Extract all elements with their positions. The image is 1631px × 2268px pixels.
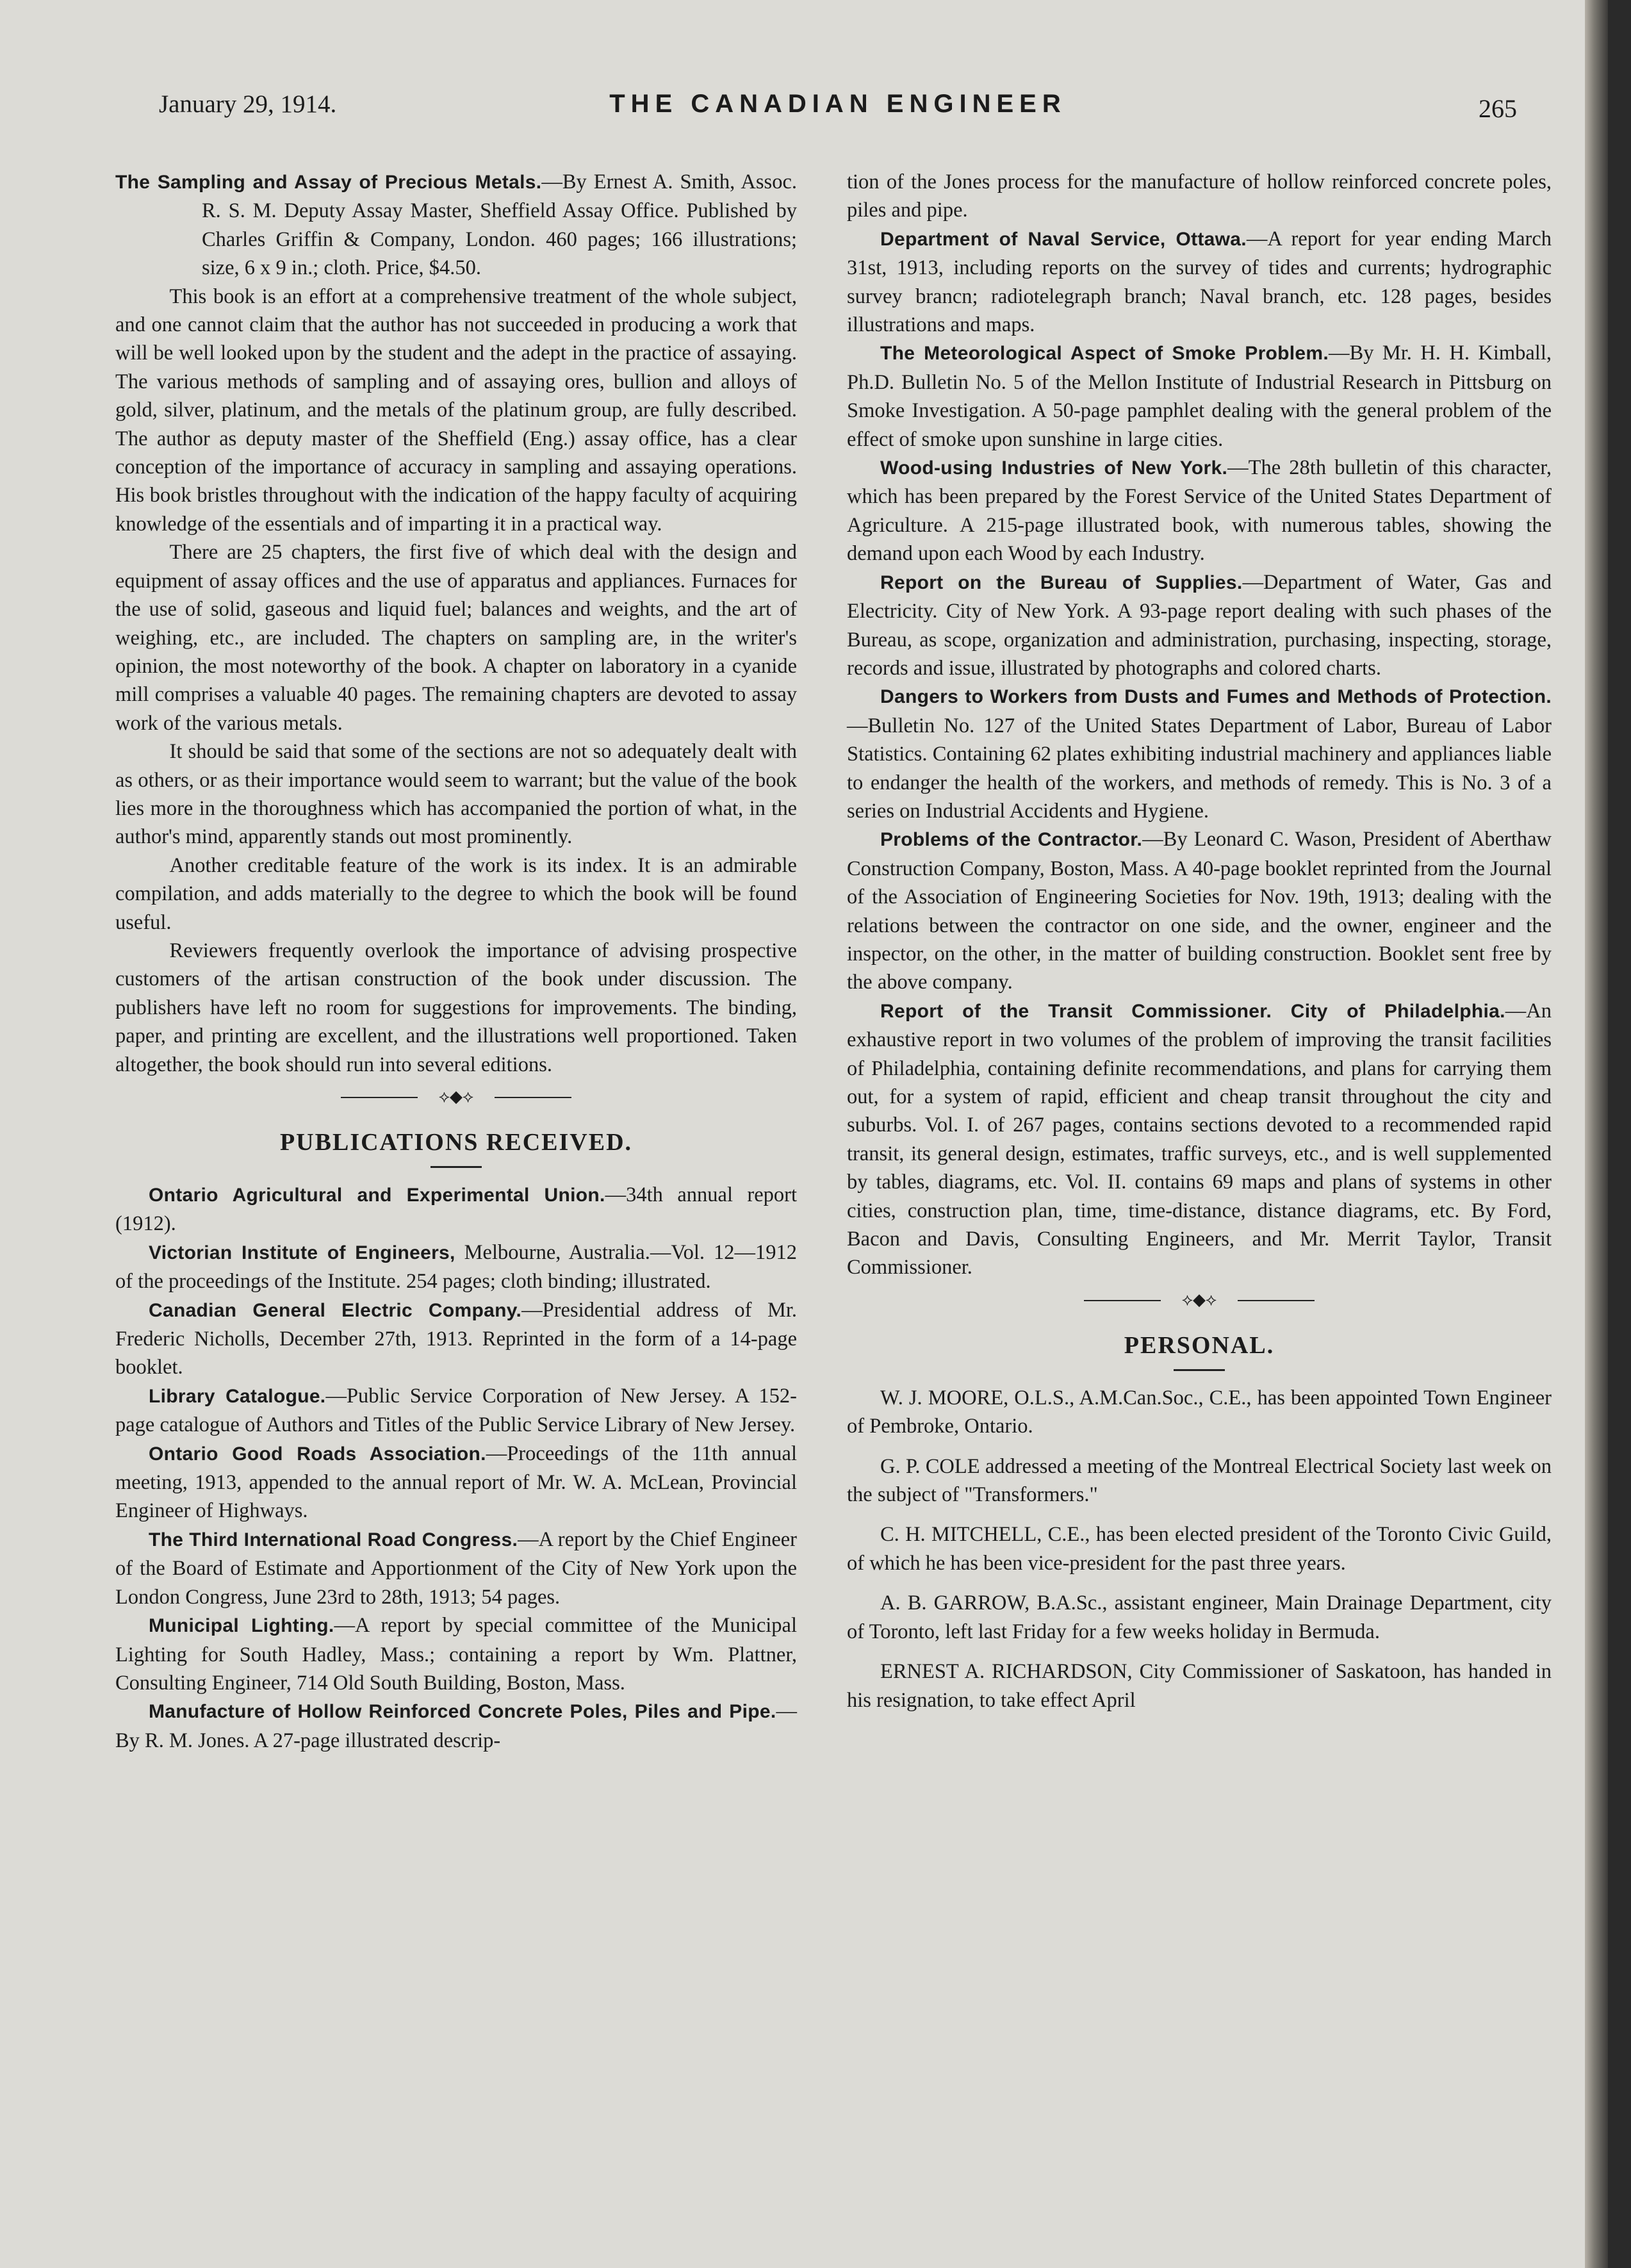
publication-title: Department of Naval Service, Ottawa. (880, 228, 1247, 250)
publication-text: —By R. M. Jones. A 27-page illustrated descrip- (115, 1700, 797, 1752)
publication-entry (115, 1382, 797, 1440)
right-column (847, 168, 1552, 1726)
publication-entry (115, 1440, 797, 1525)
review-paragraph: It should be said that some of the sections are not so adequately dealt with as others, or as their importance would seem to warrant; but the value of the book lies more in the thoroughness which has accompanied the portion of what, in the author's mind, apparently stands out most prominently. (115, 740, 797, 849)
publication-entry (847, 454, 1552, 568)
publication-title: The Third International Road Congress. (149, 1529, 518, 1550)
publications-heading: PUBLICATIONS RECEIVED. (279, 1129, 633, 1156)
publication-title: Canadian General Electric Company. (149, 1299, 522, 1321)
divider-ornament: ⟡◆⟡ (418, 1087, 495, 1106)
page-edge-shadow (1585, 0, 1608, 2268)
publication-title: Ontario Agricultural and Experimental Union. (149, 1185, 605, 1206)
publication-entry (115, 1181, 797, 1238)
personal-item: G. P. COLE addressed a meeting of the Montreal Electrical Society last week on the subject of "Transformers." (847, 1454, 1552, 1507)
publication-text: —A report by special committee of the Municipal Lighting for South Hadley, Mass.; containing a report by Wm. Plattner, Consulting Engineer, 714 Old South Building, Boston, Mass. (115, 1614, 798, 1695)
section-divider (115, 1079, 797, 1117)
review-citation (115, 168, 797, 283)
publication-text: —Department of Water, Gas and Electricity. City of New York. A 93-page report dealing with such phases of the Bureau, as scope, organization and administration, purchasing, inspecting, storage, records and issue, illustrated by photographs and colored charts. (847, 570, 1552, 680)
publication-title: Municipal Lighting. (149, 1615, 334, 1637)
publication-text: —A report for year ending March 31st, 1913, including reports on the survey of tides and currents; hydrographic survey brancn; radiotelegraph branch; Naval branch, etc. 128 pages, besides illustrations and maps. (847, 227, 1552, 337)
personal-item: C. H. MITCHELL, C.E., has been elected president of the Toronto Civic Guild, of which he has been vice-president for the past three years. (847, 1523, 1552, 1575)
publication-title: Dangers to Workers from Dusts and Fumes and Methods of Protection. (880, 686, 1552, 708)
publication-text: Melbourne, Australia.—Vol. 12—1912 of the proceedings of the Institute. 254 pages; cloth binding; illustrated. (115, 1240, 797, 1294)
publication-text: —34th annual report (1912). (115, 1183, 797, 1236)
publication-entry (847, 568, 1552, 683)
review-paragraph: Another creditable feature of the work is its index. It is an admirable compilation, and adds materially to the degree to which the book will be found useful. (115, 853, 797, 934)
publication-title: Report on the Bureau of Supplies. (880, 571, 1243, 593)
left-column (115, 168, 797, 1755)
review-paragraph: This book is an effort at a comprehensive treatment of the whole subject, and one cannot claim that the author has not succeeded in producing a work that will be well looked upon by the student and the adept in the practice of assaying. The various methods of sampling and of assaying ores, bullion and alloys of gold, silver, platinum, and the metals of the platinum group, are fully described. The author as deputy master of the Sheffield (Eng.) assay office, has a clear conception of the importance of accuracy in sampling and assaying operations. His book bristles throughout with the indication of the happy faculty of acquiring knowledge of the essentials and of imparting it in a practical way. (115, 284, 797, 536)
personal-heading: PERSONAL. (1124, 1331, 1275, 1359)
publication-text: —Bulletin No. 127 of the United States Department of Labor, Bureau of Labor Statistics. Containing 62 plates exhibiting industrial machinery and appliances liable to endanger the health of the workers, and methods of remedy. This is No. 3 of a series on Industrial Accidents and Hygiene. (847, 714, 1552, 823)
publication-title: Wood-using Industries of New York. (880, 457, 1228, 479)
publication-entry (115, 1296, 797, 1382)
publication-entry (847, 682, 1552, 825)
publication-title: The Meteorological Aspect of Smoke Problem. (880, 343, 1329, 365)
publication-text: —An exhaustive report in two volumes of the problem of improving the transit facilities of Philadelphia, containing definite recommendations, and plans for carrying them out, for a system of rapid, efficient and cheap transit throughout the city and suburbs. Vol. I. of 267 pages, contains sections devoted to a recommended rapid transit, its general design, estimates, traffic surveys, etc., and is well supplemented by tables, diagrams, etc. Vol. II. contains 69 maps and plans of systems in other cities, construction plan, time, time-distance, distance diagrams, etc. By Ford, Bacon and Davis, Consulting Engineers, and Mr. Merrit Taylor, Transit Commissioner. (847, 999, 1552, 1279)
publication-title: Ontario Good Roads Association. (149, 1443, 486, 1465)
publication-text: —Presidential address of Mr. Frederic Nicholls, December 27th, 1913. Reprinted in the form of a 14-page booklet. (115, 1298, 797, 1379)
publication-title: Problems of the Contractor. (880, 829, 1143, 851)
review-citation-text: —By Ernest A. Smith, Assoc. R. S. M. Deputy Assay Master, Sheffield Assay Office. Published by Charles Griffin & Company, London. 460 pages; 166 illustrations; size, 6 x 9 in.; cloth. Price, $4.50. (202, 170, 797, 280)
publication-title: Report of the Transit Commissioner. City of Philadelphia. (880, 1000, 1505, 1022)
publication-title: Manufacture of Hollow Reinforced Concrete Poles, Piles and Pipe. (149, 1701, 776, 1723)
publication-text: —The 28th bulletin of this character, which has been prepared by the Forest Service of the United States Department of Agriculture. A 215-page illustrated book, with numerous tables, showing the demand upon each Wood by each Industry. (847, 456, 1552, 566)
personal-item: W. J. MOORE, O.L.S., A.M.Can.Soc., C.E., has been appointed Town Engineer of Pembroke, Ontario. (847, 1386, 1552, 1438)
publication-entry (115, 1525, 797, 1611)
heading-rule (430, 1166, 482, 1168)
publication-entry (847, 825, 1552, 996)
publication-entry (115, 1238, 797, 1296)
personal-item: A. B. GARROW, B.A.Sc., assistant engineer, Main Drainage Department, city of Toronto, left last Friday for a few weeks holiday in Bermuda. (847, 1591, 1552, 1643)
review-paragraph: There are 25 chapters, the first five of which deal with the design and equipment of assay offices and the use of apparatus and appliances. Furnaces for the use of solid, gaseous and liquid fuel; balances and weights, and the art of weighing, etc., are included. The chapters on sampling are, in the writer's opinion, the most noteworthy of the book. A chapter on laboratory in a cyanide mill comprises a valuable 40 pages. The remaining chapters are devoted to assay work of the various metals. (115, 541, 797, 735)
page-number: 265 (1479, 94, 1517, 123)
publication-entry (847, 997, 1552, 1282)
review-title: The Sampling and Assay of Precious Metals. (115, 172, 542, 193)
divider-ornament: ⟡◆⟡ (1161, 1290, 1238, 1310)
publication-entry (847, 339, 1552, 454)
personal-item: ERNEST A. RICHARDSON, City Commissioner of Saskatoon, has handed in his resignation, to take effect April (847, 1660, 1552, 1712)
publication-entry (115, 1611, 797, 1697)
publication-entry (847, 225, 1552, 340)
publication-text: —By Leonard C. Wason, President of Aberthaw Construction Company, Boston, Mass. A 40-page booklet reprinted from the Journal of the Association of Engineering Societies for Nov. 19th, 1913; dealing with the relations between the contractor on one side, and the owner, engineer and the inspector, on the other, in the matter of building construction. Booklet sent free by the above company. (847, 828, 1552, 994)
page-header (159, 90, 1517, 135)
publication-text: —Public Service Corporation of New Jersey. A 152-page catalogue of Authors and Titles of the Public Service Library of New Jersey. (115, 1384, 797, 1437)
publication-entry (115, 1697, 797, 1755)
journal-title: THE CANADIAN ENGINEER (609, 90, 1067, 118)
publication-text: —A report by the Chief Engineer of the Board of Estimate and Apportionment of the City of New York upon the London Congress, June 23rd to 28th, 1913; 54 pages. (115, 1527, 797, 1609)
issue-date: January 29, 1914. (159, 90, 337, 118)
review-paragraph: Reviewers frequently overlook the importance of advising prospective customers of the artisan construction of the book under discussion. The publishers have left no room for suggestions for improvements. The binding, paper, and printing are excellent, and the illustrations well proportioned. Taken altogether, the book should run into several editions. (115, 939, 797, 1076)
publication-text: —Proceedings of the 11th annual meeting, 1913, appended to the annual report of Mr. W. A. McLean, Provincial Engineer of Highways. (115, 1442, 797, 1523)
publication-title: Victorian Institute of Engineers, (149, 1242, 455, 1263)
section-divider (847, 1282, 1552, 1320)
publication-text: —By Mr. H. H. Kimball, Ph.D. Bulletin No. 5 of the Mellon Institute of Industrial Research in Pittsburg on Smoke Investigation. A 50-page pamphlet dealing with the general problem of the effect of smoke upon sunshine in large cities. (847, 341, 1552, 451)
publication-title: Library Catalogue. (149, 1385, 326, 1407)
publication-continuation: tion of the Jones process for the manufacture of hollow reinforced concrete poles, piles and pipe. (847, 170, 1552, 222)
heading-rule (1174, 1369, 1225, 1371)
